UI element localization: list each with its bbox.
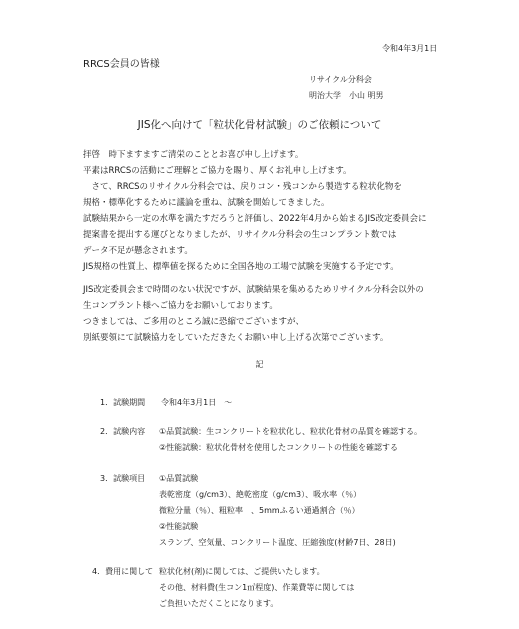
body-line: 試験結果から一定の水準を満たすだろうと評価し、2022年4月から始まるJIS改定委員会に [83,214,427,224]
item-content-line: ①品質試験：生コンクリートを粒状化し、粒状化骨材の品質を確認する。 [159,427,423,436]
body-line: データ不足が懸念されます。 [83,246,193,256]
body-line: 別紙要領にて試験協力をしていただきたくお願い申し上げる次第でございます。 [83,333,389,343]
body-line: 規格・標準化するために議論を重ね、試験を開始してきました。 [83,198,330,208]
body-line: つきましては、ご多用のところ誠に恐縮でございますが、 [83,317,305,327]
item-cost-line: ご負担いただくことになります。 [159,599,279,608]
letter-title: JIS化へ向けて「粒状化骨材試験」のご依頼について [137,119,382,131]
item-label-period: 1．試験期間 [100,398,146,407]
item-tests-line: 表乾密度（g/cm3）、絶乾密度（g/cm3）、吸水率（％） [159,490,362,499]
item-label-cost: 4．費用に関して [92,567,154,576]
body-line: さて、RRCSのリサイクル分科会では、戻りコン・残コンから製造する粒状化物を [83,182,402,192]
item-tests-line: ①品質試験 [159,474,199,483]
body-line: 提案書を提出する運びとなりましたが、リサイクル分科会の生コンプラント数では [83,230,397,240]
addressee: RRCS会員の皆様 [83,59,160,70]
body-line: JIS規格の性質上、標準値を探るために全国各地の工場で試験を実施する予定です。 [83,262,399,272]
item-tests-line: 微粒分量（％）、粗粒率 、5mmふるい通過割合（％） [159,506,360,515]
item-value-period: 令和4年3月1日 ～ [161,398,233,407]
item-tests-line: スランプ、空気量、コンクリート温度、圧縮強度(材齢7日、28日) [159,538,396,547]
body-line: 平素はRRCSの活動にご理解とご協力を賜り、厚くお礼申し上げます。 [83,166,352,176]
ki-marker: 記 [255,360,264,369]
item-label-content: 2．試験内容 [100,427,146,436]
item-tests-line: ②性能試験 [159,522,199,531]
item-cost-line: 粒状化材(剤)に関しては、ご提供いたします。 [159,567,325,576]
item-content-line: ②性能試験：粒状化骨材を使用したコンクリートの性能を確認する [159,443,399,452]
body-line: 生コンプラント様へご協力をお願いしております。 [83,301,278,311]
body-line: JIS改定委員会まで時間のない状況ですが、試験結果を集めるためリサイクル分科会以外の [83,285,424,295]
item-label-tests: 3．試験項目 [100,474,146,483]
item-cost-line: その他、材料費(生コン1㎥程度)、作業費等に関しては [159,583,355,592]
letter-date: 令和4年3月1日 [382,44,438,53]
sender-org: リサイクル分科会 [309,75,372,84]
body-line: 拝啓 時下ますますご清栄のこととお喜び申し上げます。 [83,150,304,160]
sender-person: 明治大学 小山 明男 [309,91,384,100]
